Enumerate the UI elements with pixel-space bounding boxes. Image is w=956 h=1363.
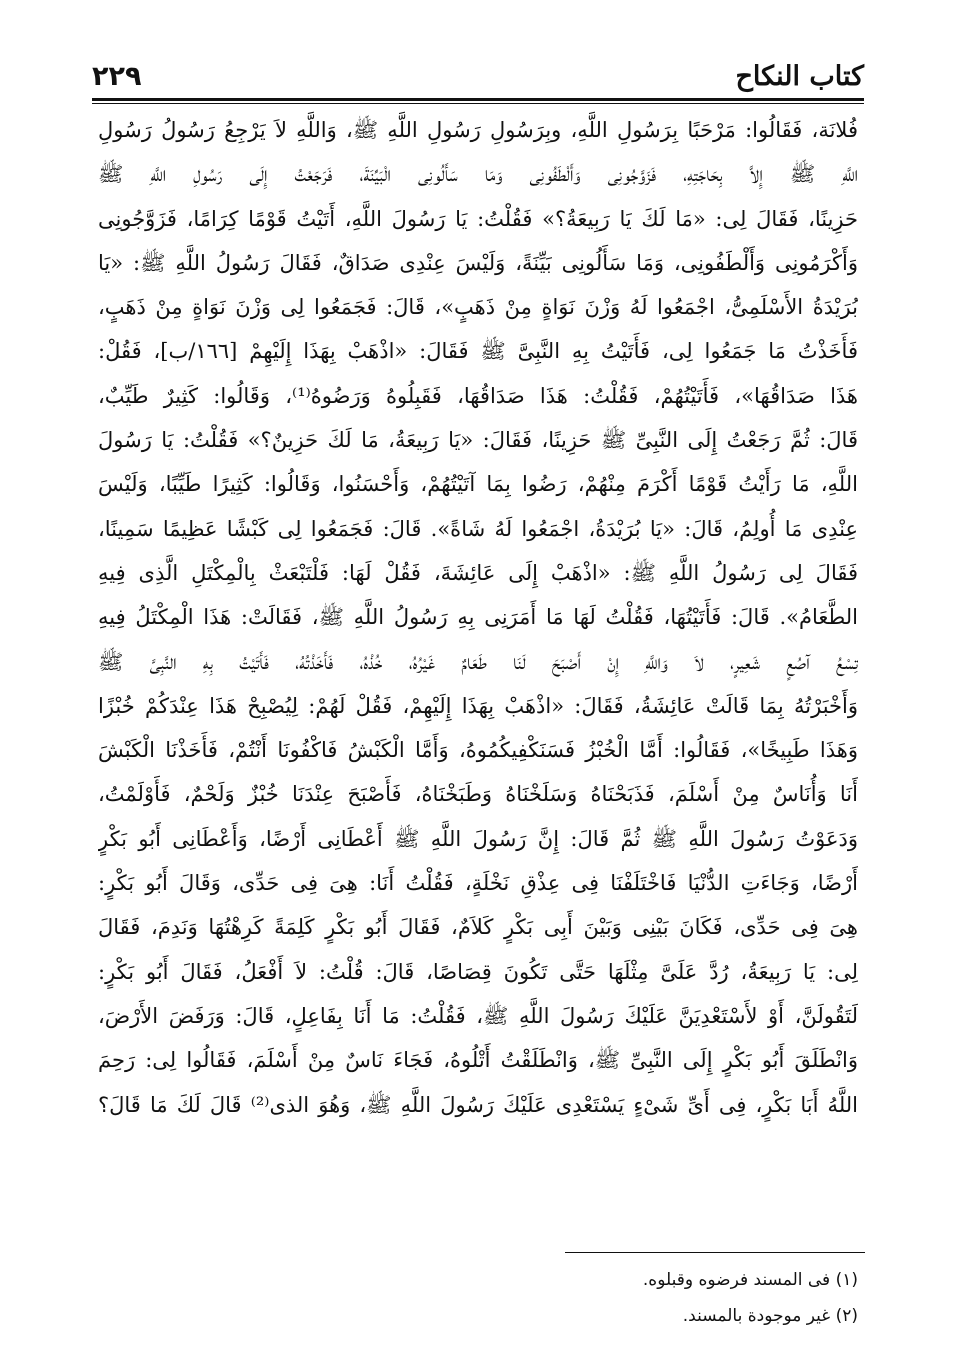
text-line: حَزِينًا، فَقَالَ لِى: «مَا لَكَ يَا رَبِيعَةُ؟» فَقُلْتُ: يَا رَسُولَ اللَّهِ، أَتَيْتُ قَوْمًا كِرَامًا، فَزَوَّجُونِى	[98, 206, 858, 231]
text-line: اللَّهِ ﷺ إِلاَّ بِحَاجَتِهِ، فَزَوَّجُونِى وَأَلْطَفُونِى وَمَا سَأَلُونِى الْبَيِّنَةَ، فَرَجَعْتُ إِلَى رَسُولِ اللَّهِ ﷺ	[98, 162, 858, 187]
text-line: فُلانَة، فَقَالُوا: مَرْحَبًا بِرَسُولِ اللَّهِ، وبِرَسُولِ رَسُولِ اللَّهِ ﷺ، وَاللَّهِ لاَ يَرْجِعُ رَسُولُ رَسُولِ	[98, 118, 858, 142]
text-line: هَذَا صَدَاقُهَا»، فَأَتَيْتُهُمْ، فَقُلْتُ: هَذَا صَدَاقُهَا، فَقَبِلُوهُ وَرَضُوهُ⁽¹⁾، وَقَالُوا: كَثِيرٌ طَيِّبٌ،	[98, 383, 858, 408]
text-line: فَقَالَ لِى رَسُولُ اللَّهِ ﷺ: «اذْهَبْ إِلَى عَائِشَةَ، فَقُلْ لَهَا: فَلْتَبْعَثْ بِالْمِكْتَلِ الَّذِى فِيهِ	[98, 560, 858, 585]
text-line: بُرَيْدَةُ الأَسْلَمِىُّ، اجْمَعُوا لَهُ وَزْنَ نَوَاةٍ مِنْ ذَهَبٍ»، قَالَ: فَجَمَعُوا لِى وَزْنَ نَوَاةٍ مِنْ ذَهَبٍ،	[98, 295, 858, 320]
header-rule	[92, 98, 864, 101]
body-text	[98, 108, 858, 1127]
text-line: فَأَخَذْتُ مَا جَمَعُوا لِى، فَأَتَيْتُ بِهِ النَّبِىَّ ﷺ فَقَالَ: «اذْهَبْ بِهَذَا إِلَيْهِمْ [١٦٦/ب]، فَقُلْ:	[98, 339, 858, 364]
text-line: اللَّهُ أَبَا بَكْرٍ، فِى أَىِّ شَىْءٍ يَسْتَعْدِى عَلَيْكَ رَسُولَ اللَّهِ ﷺ، وَهُوَ الذى⁽²⁾ قَالَ لَكَ مَا قَالَ؟	[98, 1092, 858, 1117]
page-number: ٢٢٩	[92, 61, 142, 92]
text-line: أَرْضًا، وَجَاءَتِ الدُّنْيَا فَاخْتَلَفْنَا فِى عِذْقِ نَخْلَةٍ، فَقُلْتُ أَنَا: هِىَ فِى حَدِّى، وَقَالَ أَبُو بَكْرٍ:	[98, 871, 858, 896]
footnote-rule	[565, 1252, 865, 1253]
running-header	[92, 52, 864, 98]
text-line: لَتَقُولَنَّ، أَوْ لأَسْتَعْدِيَنَّ عَلَيْكَ رَسُولَ اللَّهِ ﷺ، فَقُلْتُ: مَا أَنَا بِفَاعِلٍ، قَالَ: وَرَفَضَ الأَرْضَ،	[98, 1003, 858, 1028]
text-line: وَأَخْبَرْتُهُ بِمَا قَالَتْ عَائِشَةُ، فَقَالَ: «اذْهَبْ بِهَذَا إِلَيْهِمْ، فَقُلْ لَهُمْ: لِيُصْبِحْ هَذَا عِنْدَكُمْ خُبْزًا	[98, 693, 858, 718]
chapter-title: كتاب النكاح	[735, 61, 864, 92]
text-line: الطَّعَامُ». قَالَ: فَأَتَيْتُهَا، فَقُلْتُ لَهَا مَا أَمَرَنِى بِهِ رَسُولُ اللَّهِ ﷺ، فَقَالَتْ: هَذَا الْمِكْتَلُ فِيهِ	[98, 605, 858, 630]
footnotes	[300, 1262, 858, 1334]
text-line: أَنَا وَأُنَاسٌ مِنْ أَسْلَمَ، فَذَبَحْنَاهُ وَسَلَخْنَاهُ وَطَبَخْنَاهُ، فَأَصْبَحَ عِنْدَنَا خُبْزٌ وَلَحْمٌ، فَأَوْلَمْتُ،	[98, 782, 858, 807]
footnote: (٢) غير موجودة بالمسند.	[682, 1306, 858, 1326]
text-line: قَالَ: ثُمَّ رَجَعْتُ إِلَى النَّبِىِّ ﷺ حَزِينًا، فَقَالَ: «يَا رَبِيعَةُ، مَا لَكَ حَزِينٌ؟» فَقُلْتُ: يَا رَسُولَ	[98, 428, 858, 453]
text-line: لِى: يَا رَبِيعَةُ، رُدَّ عَلَىَّ مِثْلَهَا حَتَّى تَكُونَ قِصَاصًا، قَالَ: قُلْتُ: لاَ أَفْعَلُ، فَقَالَ أَبُو بَكْرٍ:	[98, 959, 858, 984]
text-line: تِسْعُ آصُعٍ شَعِيرٍ، لاَ وَاللَّهِ إِنْ أَصْبَحَ لَنَا طَعَامٌ غَيْرُهُ، خُذْهُ، فَأَخَذْتُهُ، فَأَتَيْتُ بِهِ النَّبِىَّ ﷺ	[98, 649, 858, 674]
text-line: وَدَعَوْتُ رَسُولَ اللَّهِ ﷺ ثُمَّ قَالَ: إِنَّ رَسُولَ اللَّهِ ﷺ أَعْطَانِى أَرْضًا، وَأَعْطَانِى أَبُو بَكْرٍ	[98, 826, 858, 851]
footnote: (١) فى المسند فرضوه وقبلوه.	[642, 1270, 858, 1290]
text-line: وَهَذَا طَبِيخًا»، فَقَالُوا: أَمَّا الْخُبْزُ فَسَنَكْفِيكُمُوهُ، وَأَمَّا الْكَبْشُ فَاكْفُونَا أَنْتُمْ، فَأَخَذْنَا الْكَبْشَ	[98, 738, 858, 763]
text-line: وَانْطَلَقَ أَبُو بَكْرٍ إِلَى النَّبِىِّ ﷺ، وَانْطَلَقْتُ أَتْلُوهُ، فَجَاءَ نَاسٌ مِنْ أَسْلَمَ، فَقَالُوا لِى: رَحِمَ	[98, 1048, 858, 1073]
header-rule-thin	[92, 103, 864, 104]
text-line: وَأَكْرَمُونِى وَأَلْطَفُونِى، وَمَا سَأَلُونِى بَيِّنَةً، وَلَيْسَ عِنْدِى صَدَاقٌ، فَقَالَ رَسُولُ اللَّهِ ﷺ: «يَا	[98, 250, 858, 275]
text-line: اللَّهِ، مَا رَأَيْتُ قَوْمًا أَكْرَمَ مِنْهُمْ، رَضُوا بِمَا آتَيْتُهُمْ، وَأَحْسَنُوا، وَقَالُوا: كَثِيرًا طَيِّبًا، وَلَيْسَ	[98, 472, 858, 497]
text-line: هِىَ فِى حَدِّى، فَكَانَ بَيْنِى وَبَيْنَ أَبِى بَكْرٍ كَلاَمٌ، فَقَالَ أَبُو بَكْرٍ كَلِمَةً كَرِهْتُهَا وَنَدِمَ، فَقَالَ	[98, 915, 858, 940]
text-line: عِنْدِى مَا أُولِمُ، قَالَ: «يَا بُرَيْدَةُ، اجْمَعُوا لَهُ شَاةً». قَالَ: فَجَمَعُوا لِى كَبْشًا عَظِيمًا سَمِينًا،	[98, 516, 858, 541]
